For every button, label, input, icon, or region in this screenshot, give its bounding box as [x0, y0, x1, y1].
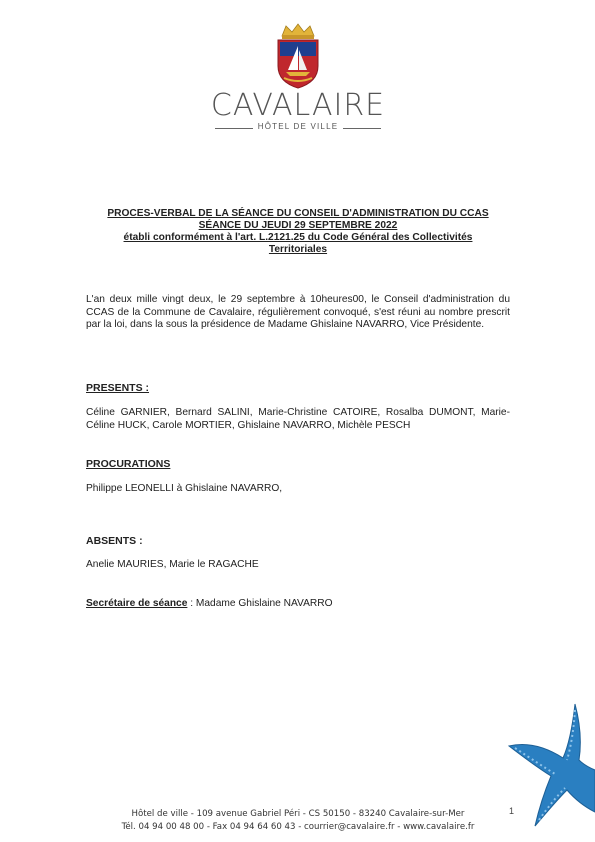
- presents-heading: PRESENTS :: [86, 382, 150, 394]
- footer-address: Hôtel de ville - 109 avenue Gabriel Péri - CS 50150 - 83240 Cavalaire-sur-Mer: [131, 809, 465, 819]
- starfish-icon: [505, 700, 595, 830]
- document-title: [86, 208, 510, 256]
- absents-list: Anelie MAURIES, Marie le RAGACHE: [86, 559, 259, 570]
- title-line-3: établi conformément à l'art. L.2121.25 du Code Général des Collectivités: [123, 232, 473, 243]
- title-line-1: PROCES-VERBAL DE LA SÉANCE DU CONSEIL D'ADMINISTRATION DU CCAS: [107, 208, 489, 219]
- brand-divider-right: [343, 128, 381, 129]
- brand-subtitle: HÔTEL DE VILLE: [257, 122, 339, 131]
- brand-name: CAVALAIRE: [210, 88, 386, 123]
- secretary-label: Secrétaire de séance: [86, 598, 188, 609]
- title-line-2: SÉANCE DU JEUDI 29 SEPTEMBRE 2022: [198, 220, 398, 231]
- brand-subtitle-block: [215, 122, 381, 134]
- secretary-line: [86, 598, 333, 609]
- page-number: 1: [509, 806, 515, 816]
- procurations-list: Philippe LEONELLI à Ghislaine NAVARRO,: [86, 483, 283, 494]
- footer: [98, 808, 498, 834]
- intro-paragraph: L'an deux mille vingt deux, le 29 septembre à 10heures00, le Conseil d'administration du CCAS de la Commune de Cavalaire, régulièrement convoqué, s'est réuni au nombre prescrit par la loi, dans la sous la présidence de Madame Ghislaine NAVARRO, Vice Présidente.: [86, 294, 510, 330]
- presents-list: Céline GARNIER, Bernard SALINI, Marie-Christine CATOIRE, Rosalba DUMONT, Marie-Céline HUCK, Carole MORTIER, Ghislaine NAVARRO, Michèle PESCH: [86, 407, 510, 431]
- procurations-heading: PROCURATIONS: [86, 458, 171, 470]
- footer-contact: Tél. 04 94 00 48 00 - Fax 04 94 64 60 43 - courrier@cavalaire.fr - www.cavalaire.fr: [121, 822, 475, 832]
- city-crest-icon: [272, 22, 324, 90]
- secretary-value: : Madame Ghislaine NAVARRO: [190, 598, 333, 609]
- absents-heading: ABSENTS :: [86, 535, 143, 547]
- brand-divider-left: [215, 128, 253, 129]
- title-line-4: Territoriales: [268, 244, 328, 255]
